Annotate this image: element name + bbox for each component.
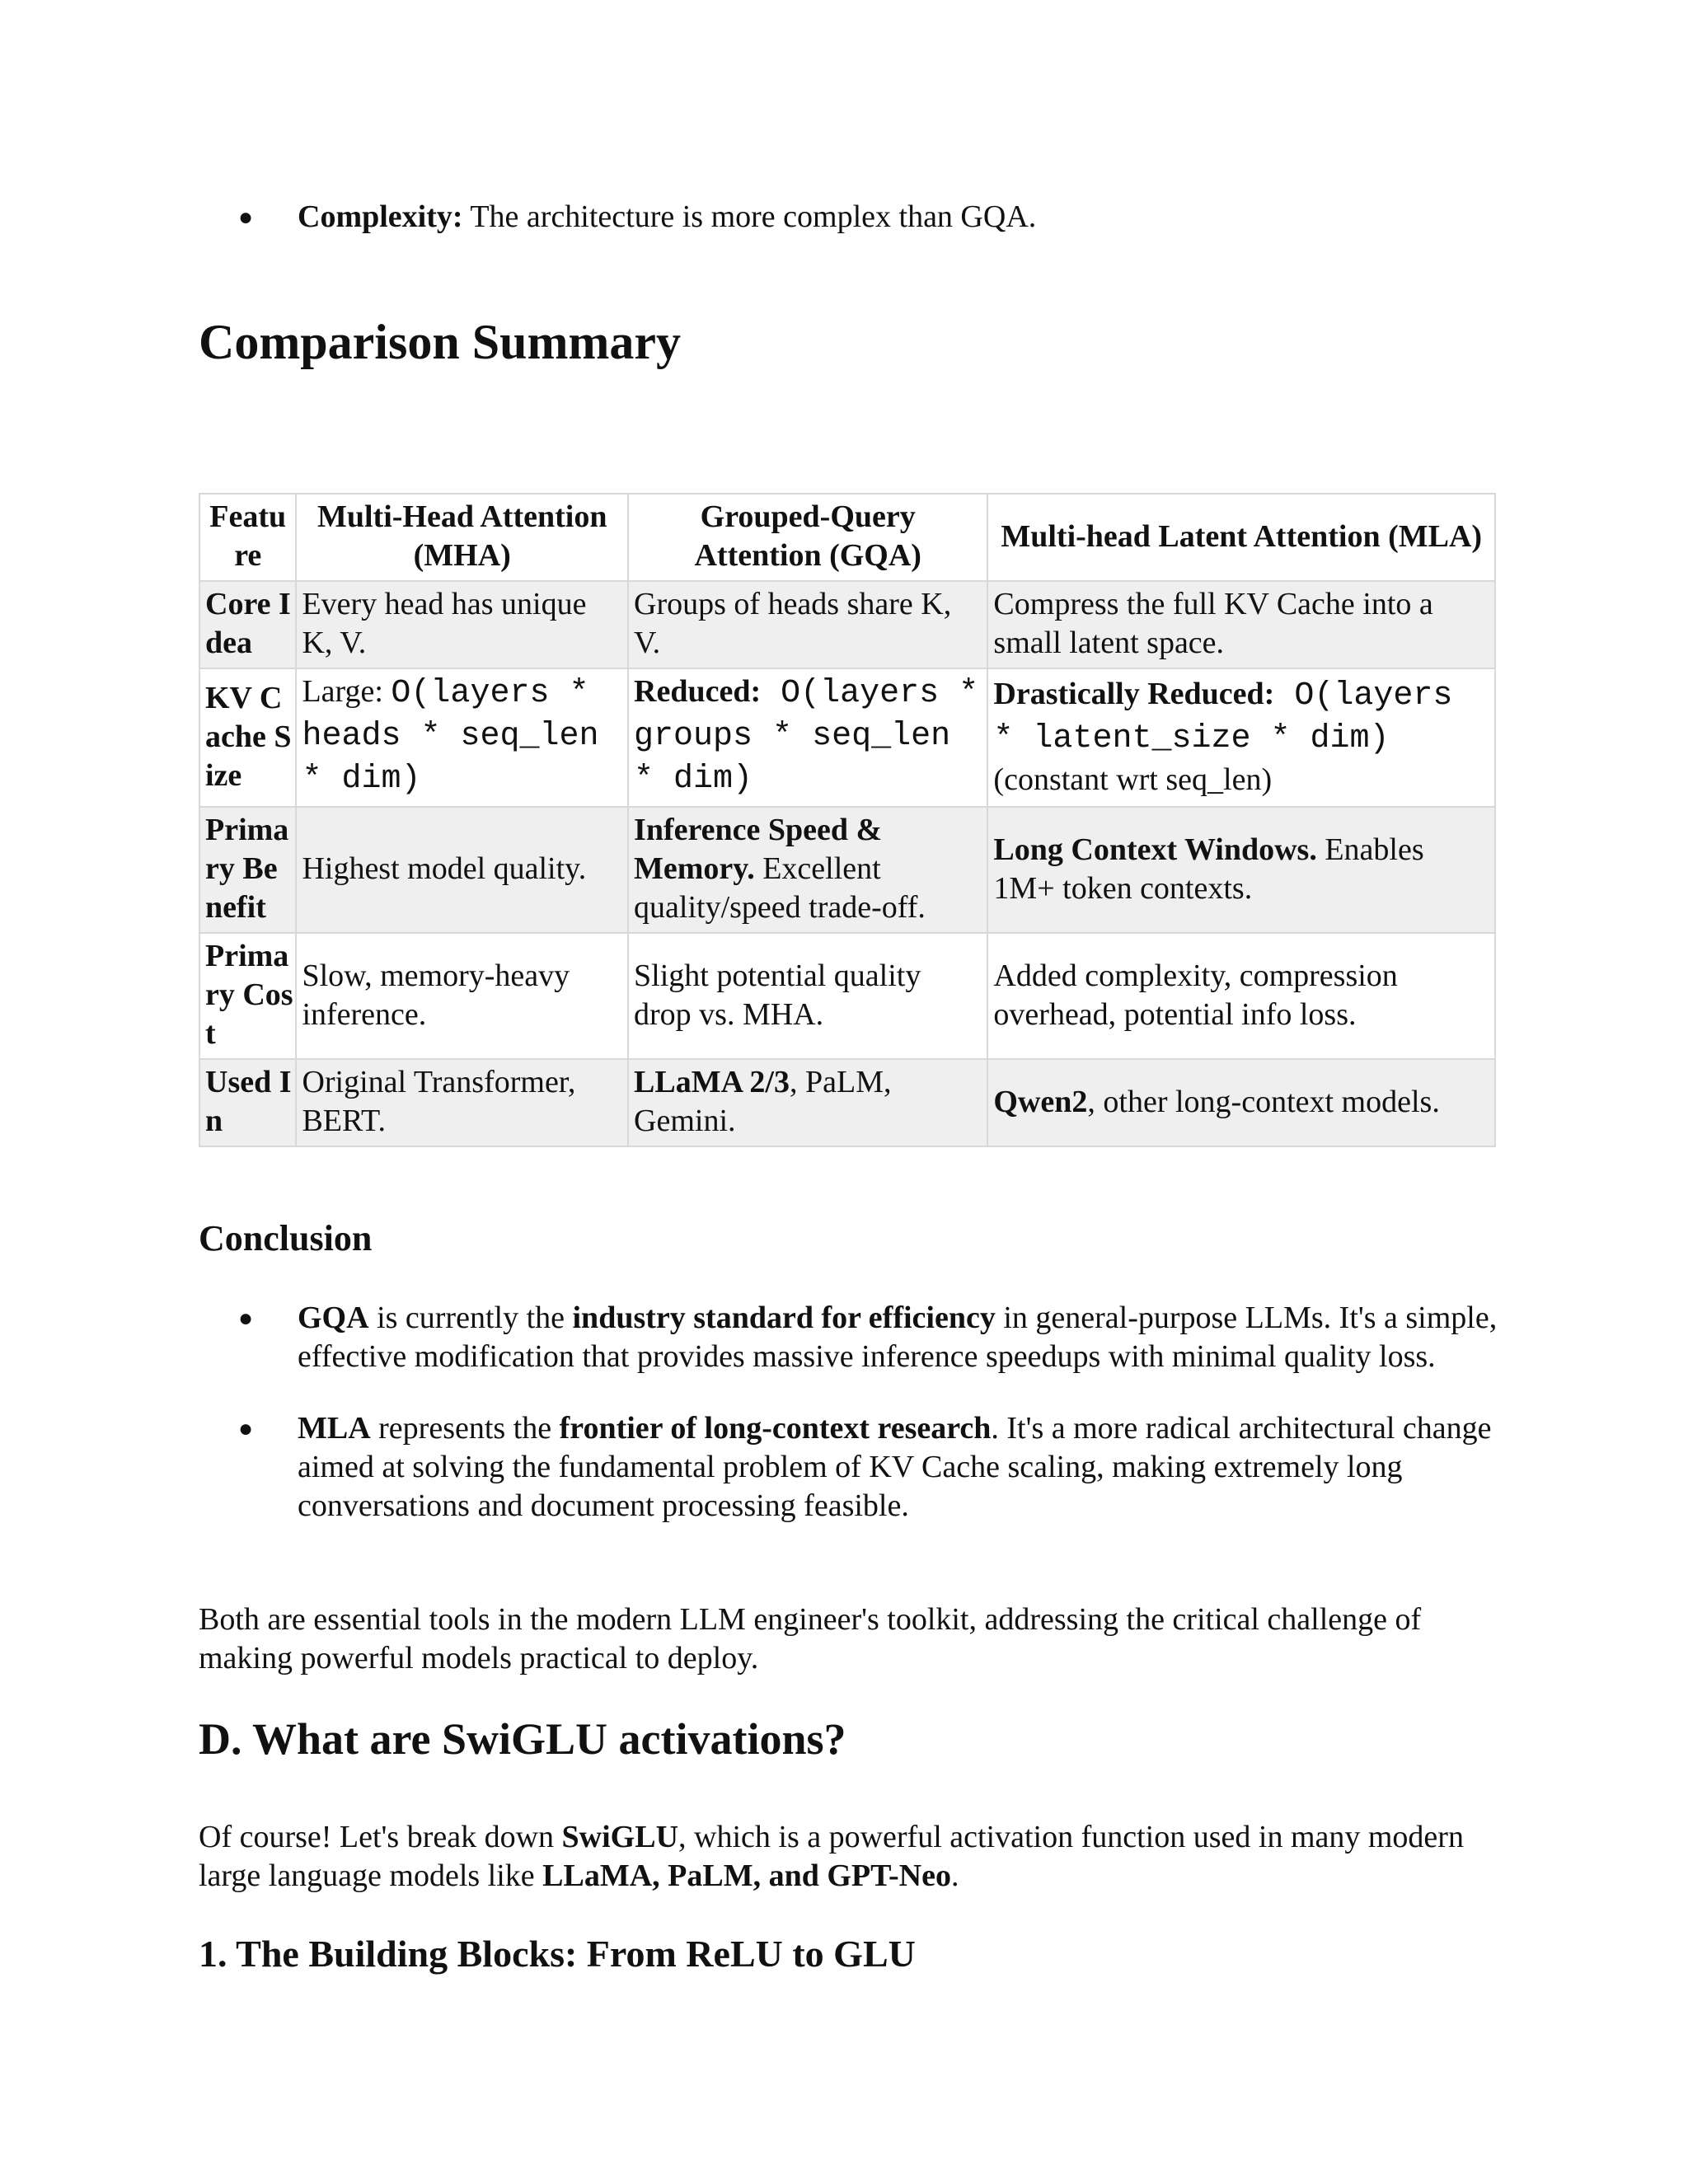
conclusion-emphasis: frontier of long-context research <box>559 1411 992 1446</box>
mha-cell: Highest model quality. <box>296 807 628 933</box>
complexity-bullet-list <box>199 198 1501 237</box>
swiglu-intro-paragraph <box>199 1818 1501 1896</box>
gqa-used-bold: LLaMA 2/3 <box>634 1065 790 1099</box>
mha-cell: Slow, memory-heavy inference. <box>296 933 628 1059</box>
mla-benefit-text: Enables 1M+ token contexts. <box>993 832 1424 906</box>
mla-cell <box>987 1059 1495 1146</box>
gqa-cell <box>628 668 987 807</box>
header-feature: Feature <box>199 494 296 581</box>
mha-kv-prefix: Large: <box>302 674 392 709</box>
gqa-cell: Slight potential quality drop vs. MHA. <box>628 933 987 1059</box>
gqa-benefit-text: Excellent quality/speed trade-off. <box>634 851 926 925</box>
conclusion-text: represents the <box>370 1411 560 1446</box>
swiglu-term: SwiGLU <box>561 1820 679 1854</box>
gqa-kv-formula: O(layers * groups * seq_len * dim) <box>634 675 979 798</box>
list-item <box>199 1299 1501 1376</box>
bullet-icon: ● <box>238 204 254 231</box>
intro-text: , which is a powerful activation function used in many modern large language models like <box>199 1820 1464 1893</box>
gqa-kv-prefix: Reduced: <box>634 674 762 709</box>
bullet-label: Complexity: <box>298 199 463 234</box>
feature-cell: Primary Benefit <box>199 807 296 933</box>
conclusion-text: in general-purpose LLMs. It's a simple, effective modification that provides massive inference speedups with minimal quality loss. <box>298 1301 1498 1374</box>
swiglu-section-heading: D. What are SwiGLU activations? <box>199 1714 846 1764</box>
list-item <box>199 198 1501 237</box>
bullet-icon: ● <box>238 1305 254 1332</box>
mha-cell: Every head has unique K, V. <box>296 581 628 668</box>
mla-cell <box>987 668 1495 807</box>
table-row-kv-cache-size <box>199 668 1495 807</box>
feature-cell: Core Idea <box>199 581 296 668</box>
conclusion-text: is currently the <box>368 1301 573 1335</box>
mla-term: MLA <box>298 1411 371 1446</box>
conclusion-text: . It's a more radical architectural change aimed at solving the fundamental problem of KV Cache scaling, making extremely long conversations and document processing feasible. <box>298 1411 1492 1523</box>
mla-kv-prefix: Drastically Reduced: <box>993 676 1275 711</box>
bullet-text: The architecture is more complex than GQA. <box>462 199 1037 234</box>
bullet-icon: ● <box>238 1415 254 1442</box>
comparison-table <box>199 493 1496 1147</box>
mla-cell: Compress the full KV Cache into a small latent space. <box>987 581 1495 668</box>
mla-cell: Added complexity, compression overhead, potential info loss. <box>987 933 1495 1059</box>
table-row-primary-cost <box>199 933 1495 1059</box>
gqa-used-text: , PaLM, Gemini. <box>634 1065 892 1138</box>
feature-cell: Primary Cost <box>199 933 296 1059</box>
table-row-core-idea <box>199 581 1495 668</box>
building-blocks-heading: 1. The Building Blocks: From ReLU to GLU <box>199 1933 916 1975</box>
mha-kv-formula: O(layers * heads * seq_len * dim) <box>302 675 599 798</box>
mla-kv-formula: O(layers * latent_size * dim) <box>993 677 1453 757</box>
table-header-row <box>199 494 1495 581</box>
feature-cell: Used In <box>199 1059 296 1146</box>
mla-kv-suffix: (constant wrt seq_len) <box>993 762 1273 797</box>
mla-used-bold: Qwen2 <box>993 1084 1088 1119</box>
conclusion-list <box>199 1299 1501 1558</box>
header-mla: Multi-head Latent Attention (MLA) <box>987 494 1495 581</box>
mla-benefit-bold: Long Context Windows. <box>993 832 1317 867</box>
mha-cell: Original Transformer, BERT. <box>296 1059 628 1146</box>
feature-cell: KV Cache Size <box>199 668 296 807</box>
list-item <box>199 1409 1501 1526</box>
gqa-term: GQA <box>298 1301 369 1335</box>
model-names: LLaMA, PaLM, and GPT-Neo <box>542 1858 951 1893</box>
intro-text: Of course! Let's break down <box>199 1820 562 1854</box>
comparison-summary-heading: Comparison Summary <box>199 315 682 369</box>
gqa-cell <box>628 807 987 933</box>
header-gqa: Grouped-Query Attention (GQA) <box>628 494 987 581</box>
table-row-used-in <box>199 1059 1495 1146</box>
closing-paragraph: Both are essential tools in the modern LLM engineer's toolkit, addressing the critical challenge of making powerful models practical to deploy. <box>199 1602 1422 1675</box>
header-mha: Multi-Head Attention (MHA) <box>296 494 628 581</box>
gqa-cell: Groups of heads share K, V. <box>628 581 987 668</box>
gqa-cell <box>628 1059 987 1146</box>
mla-used-text: , other long-context models. <box>1087 1084 1440 1119</box>
mha-cell <box>296 668 628 807</box>
gqa-benefit-bold: Inference Speed & Memory. <box>634 813 883 886</box>
table-row-primary-benefit <box>199 807 1495 933</box>
intro-text: . <box>950 1858 959 1893</box>
conclusion-emphasis: industry standard for efficiency <box>572 1301 996 1335</box>
conclusion-heading: Conclusion <box>199 1218 373 1258</box>
mla-cell <box>987 807 1495 933</box>
